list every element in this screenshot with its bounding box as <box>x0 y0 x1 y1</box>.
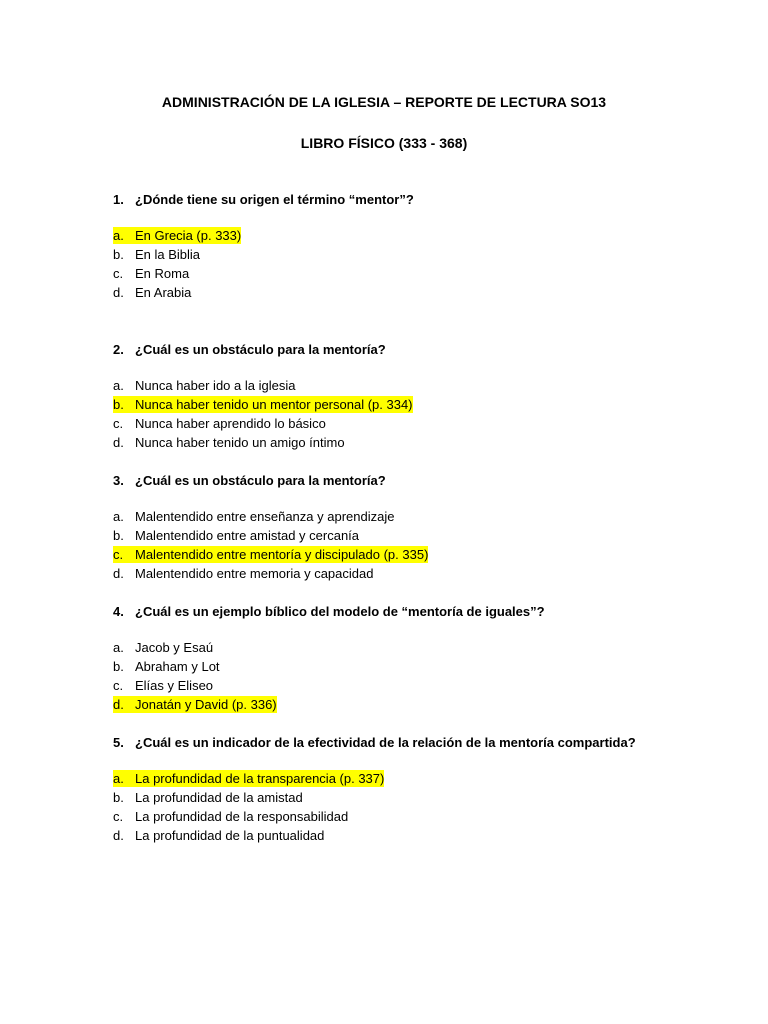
option-letter: a. <box>113 228 124 243</box>
option-letter: d. <box>113 285 124 300</box>
document-title: ADMINISTRACIÓN DE LA IGLESIA – REPORTE DE LECTURA SO13 <box>161 94 607 110</box>
answer-option <box>113 265 241 284</box>
highlighted-answer <box>113 396 413 413</box>
option-text: Malentendido entre amistad y cercanía <box>135 528 360 543</box>
option-text: Nunca haber aprendido lo básico <box>135 416 326 431</box>
answer-option <box>113 527 428 546</box>
option-letter: d. <box>113 566 124 581</box>
option-text: Elías y Eliseo <box>135 678 214 693</box>
answer-options <box>113 639 277 715</box>
answer-options <box>113 377 413 453</box>
option-letter: d. <box>113 697 124 712</box>
answer-option <box>113 246 241 265</box>
question-5 <box>113 734 636 752</box>
answer-option <box>113 827 384 846</box>
option-text: Nunca haber tenido un amigo íntimo <box>135 435 345 450</box>
answer-option-correct <box>113 546 428 565</box>
question-number: 3. <box>113 473 124 488</box>
question-text: ¿Dónde tiene su origen el término “mentor”? <box>135 192 414 207</box>
question-number: 5. <box>113 735 124 750</box>
highlighted-answer <box>113 227 241 244</box>
option-text: La profundidad de la transparencia (p. 337) <box>135 771 385 786</box>
option-letter: d. <box>113 435 124 450</box>
option-text: En Grecia (p. 333) <box>135 228 242 243</box>
answer-option-correct <box>113 396 413 415</box>
question-text: ¿Cuál es un indicador de la efectividad de la relación de la mentoría compartida? <box>135 735 636 750</box>
option-text: Nunca haber ido a la iglesia <box>135 378 296 393</box>
option-letter: b. <box>113 247 124 262</box>
highlighted-answer <box>113 696 277 713</box>
option-text: Nunca haber tenido un mentor personal (p. 334) <box>135 397 413 412</box>
answer-option <box>113 508 428 527</box>
answer-option <box>113 789 384 808</box>
answer-option <box>113 639 277 658</box>
option-letter: a. <box>113 378 124 393</box>
answer-option <box>113 808 384 827</box>
option-text: Malentendido entre enseñanza y aprendizaje <box>135 509 395 524</box>
answer-option <box>113 415 413 434</box>
option-text: En Arabia <box>135 285 192 300</box>
option-letter: a. <box>113 509 124 524</box>
option-letter: a. <box>113 640 124 655</box>
option-letter: a. <box>113 771 124 786</box>
option-text: La profundidad de la responsabilidad <box>135 809 349 824</box>
highlighted-answer <box>113 770 384 787</box>
option-letter: b. <box>113 790 124 805</box>
answer-option-correct <box>113 227 241 246</box>
answer-options <box>113 508 428 584</box>
answer-option <box>113 565 428 584</box>
option-letter: c. <box>113 547 124 562</box>
option-text: En Roma <box>135 266 190 281</box>
answer-option <box>113 658 277 677</box>
option-letter: b. <box>113 397 124 412</box>
answer-option <box>113 377 413 396</box>
answer-options <box>113 770 384 846</box>
option-text: Malentendido entre memoria y capacidad <box>135 566 374 581</box>
option-letter: c. <box>113 809 124 824</box>
question-text: ¿Cuál es un obstáculo para la mentoría? <box>135 473 386 488</box>
document-subtitle: LIBRO FÍSICO (333 - 368) <box>300 135 468 151</box>
question-number: 1. <box>113 192 124 207</box>
answer-option <box>113 677 277 696</box>
answer-option <box>113 284 241 303</box>
option-text: Jacob y Esaú <box>135 640 214 655</box>
question-number: 2. <box>113 342 124 357</box>
question-number: 4. <box>113 604 124 619</box>
answer-option <box>113 434 413 453</box>
answer-option-correct <box>113 696 277 715</box>
option-letter: d. <box>113 828 124 843</box>
question-text: ¿Cuál es un obstáculo para la mentoría? <box>135 342 386 357</box>
answer-option-correct <box>113 770 384 789</box>
answer-options <box>113 227 241 303</box>
option-text: Jonatán y David (p. 336) <box>135 697 277 712</box>
option-letter: c. <box>113 266 124 281</box>
option-text: Malentendido entre mentoría y discipulado (p. 335) <box>135 547 429 562</box>
highlighted-answer <box>113 546 428 563</box>
option-text: Abraham y Lot <box>135 659 220 674</box>
question-4 <box>113 603 545 621</box>
option-letter: c. <box>113 678 124 693</box>
option-text: En la Biblia <box>135 247 201 262</box>
question-3 <box>113 472 386 490</box>
option-text: La profundidad de la puntualidad <box>135 828 325 843</box>
question-1 <box>113 191 414 209</box>
option-letter: b. <box>113 528 124 543</box>
question-text: ¿Cuál es un ejemplo bíblico del modelo de “mentoría de iguales”? <box>135 604 545 619</box>
question-2 <box>113 341 386 359</box>
option-text: La profundidad de la amistad <box>135 790 303 805</box>
option-letter: b. <box>113 659 124 674</box>
option-letter: c. <box>113 416 124 431</box>
